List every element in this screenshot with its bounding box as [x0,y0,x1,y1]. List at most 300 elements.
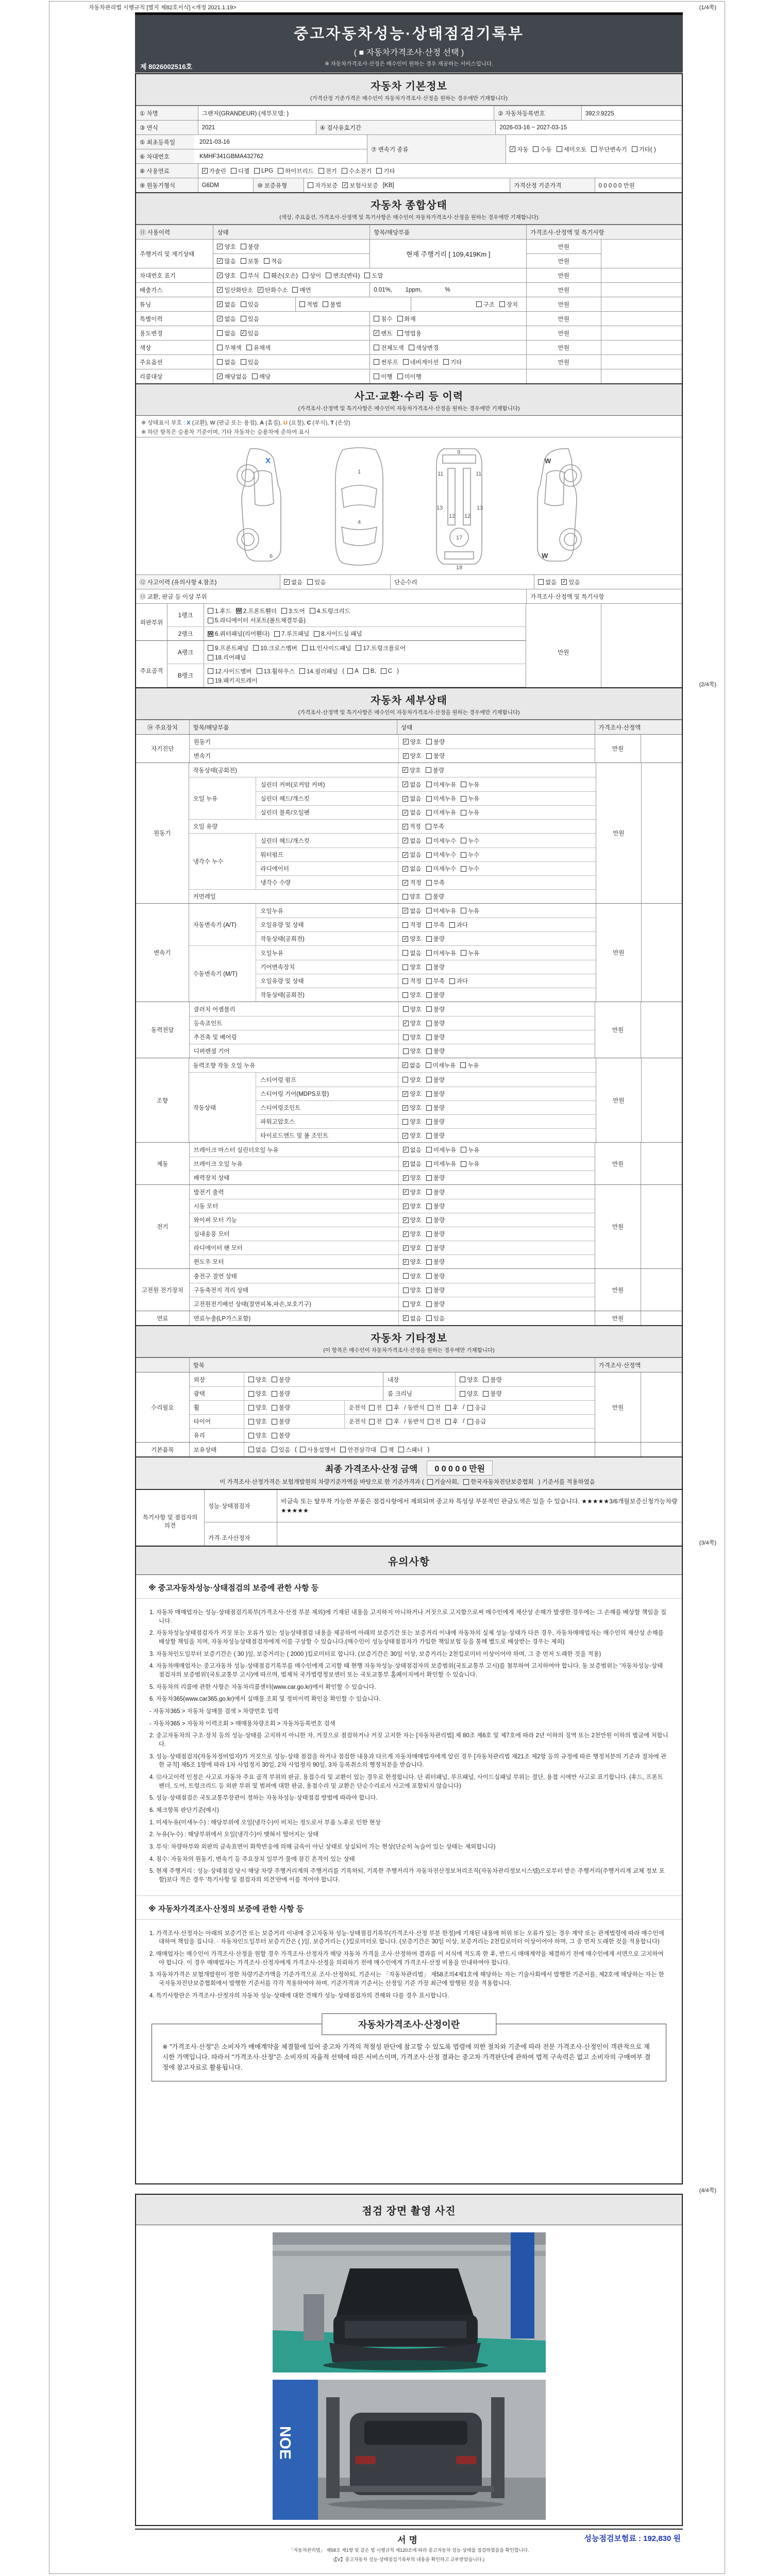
checkbox-option [426,837,456,845]
checkbox-label: 수동 [540,146,552,153]
item-label: 파워고압호스 [260,1119,295,1125]
checkbox-label: 불량 [433,1119,445,1125]
legend-x: X [187,420,191,426]
comp-row-color [136,340,682,354]
price-cell: 만원 [526,355,600,369]
checkbox [241,301,246,307]
checkbox: ✓ [217,374,222,379]
checkbox-label: 누수 [468,852,480,858]
inline-text: ) [397,668,399,674]
checkbox-label: 해당 [259,374,271,380]
notice-line: 5. 자동차의 리콜에 관한 사항은 자동차리콜센터(www.car.go.kr)에서 확인할 수 있습니다. [149,1684,376,1690]
checkbox-option [402,766,421,774]
notice-title: 유의사항 [388,1556,430,1568]
document-number: 제 8026002516호 [140,63,193,71]
checkbox-option [403,1286,422,1294]
remarks-cell [601,604,682,701]
checkbox-option [426,1286,445,1294]
checkbox [217,345,223,350]
checkbox-option [591,145,627,154]
legend-w-desc: (판금 또는 용접), [215,420,260,426]
checkbox-label: 불법 [330,301,342,308]
checkbox [426,950,432,956]
checkbox-option [376,167,395,175]
checkbox: ✓ [404,1020,408,1026]
checkbox-label: 양호 [410,992,422,998]
checkbox [257,668,262,674]
checkbox-option [445,1403,458,1412]
checkbox-option [426,1076,445,1084]
checkbox-label: 6.쿼터패널(리어휀다) [215,631,270,637]
tire-positions [344,1415,595,1428]
checkbox-option [310,607,350,615]
checkbox-label: 3.도어 [288,608,305,615]
checkbox [461,796,466,802]
price-cell: 만원 [595,1269,641,1311]
checkbox-label: 불량 [433,1273,445,1280]
checkbox [299,668,305,674]
state-options [398,1171,595,1184]
checkbox-option [253,644,297,652]
checkbox-label: 불량 [278,1405,291,1411]
checkbox-label: 10.크로스멤버 [260,645,297,652]
checkbox: ✓ [217,287,222,293]
notice-line: 1. 미세누유(미세누수) : 해당부위에 오일(냉각수)이 비치는 정도로서 부품 노후로 인한 현상 [149,1819,381,1826]
checkbox-option [426,1216,445,1224]
checkbox [208,655,213,660]
item-label: 오일유량 및 상태 [260,978,304,985]
checkbox-label: 불량 [432,894,444,900]
checkbox: ✓ [404,1203,408,1209]
checkbox-label: 없음 [224,301,236,308]
item-label: 라디에이터 팬 모터 [193,1245,243,1251]
checkbox-label: 누유 [468,950,480,957]
checkbox [426,1133,432,1139]
checkbox-option [217,243,236,251]
checkbox-option [241,315,259,323]
checkbox-label: 없음 [410,852,422,858]
checkbox-option [342,167,372,175]
checkbox-option [402,781,421,789]
checkbox-option [538,578,557,586]
checkbox-option [461,794,479,803]
detail-colhead [136,720,682,734]
checkbox [241,258,246,264]
comp-row-mileage [136,239,682,268]
checkbox-option [460,1061,479,1070]
row-label: 특별이력 [140,316,163,323]
checkbox-option [374,315,392,323]
notice-line: 3. 성능·상태점검자(자동차정비업자)가 거짓으로 성능·상태 점검을 하거나 점검한 내용과 다르게 자동차매매업자에게 알린 경우 [자동차관리법 제21조 제2항 등의 규정에 따른 행정처분의 기준과 절차에 관한 규칙] 제5조 1항에 따라 1차 사업정지 30일, 2차 사업정지 90일, 3차 등록취소의 행정처분을 받습니다. [149,1753,667,1769]
checkbox-label: 미세누수 [433,866,457,872]
other-title: 자동차 기타정보 [371,1333,447,1344]
rankB-line1 [204,664,492,676]
checkbox [409,345,414,350]
checkbox [217,359,223,365]
checkbox-label: 탄화수소 [265,287,288,294]
final-price-bar [136,1456,682,1489]
checkbox [426,1119,432,1125]
checkbox-label: 미세누유 [433,908,457,914]
car-left-side-diagram [218,442,300,571]
remarks-cell [641,735,682,762]
checkbox-option [381,1446,394,1454]
checkbox-label: 일산화탄소 [224,287,253,294]
checkbox-label: 없음 [291,579,303,586]
price-cell: 만원 [595,1372,641,1442]
checkbox-option [248,1417,267,1426]
checkbox-label: 적정 [410,978,422,985]
notice-line: 4. 자동차매매업자는 중고자동차 성능·상태점검기록부를 매수인에게 고지할 때 현행 자동차성능·상태점검자의 보증범위(국토교통부 고시)를 첨부하여 고지하여야 합니다. 동 보증범위는 '자동차성능·상태점검자의 보증범위'(국토교통부 고시)에 따르며, 법제처 국가법령정보센터 또는 국토교통부 홈페이지에서 확인할 수 있습니다. [149,1663,663,1679]
checkbox-option [445,1417,458,1426]
frame-panel-label: 주요골격 [140,668,163,674]
checkbox-option [402,921,421,929]
checkbox [427,1479,433,1485]
remarks-cell [641,763,682,903]
checkbox [397,316,403,321]
page-marker-1: (1/4쪽) [699,5,716,11]
checkbox-label: 19.패키지트레이 [215,678,258,684]
price-cell: 만원 [526,326,600,340]
group-label: 동력전달 [151,1027,174,1033]
rank1-row [167,604,526,626]
checkbox-label: 미세누유 [433,950,457,957]
checkbox-option [403,1174,422,1182]
rankB-line2 [204,676,492,687]
checkbox-option [403,738,422,746]
item-label: 윈도우 모터 [193,1259,224,1265]
state-options [398,792,595,805]
mileage-state-block [213,240,369,268]
checkbox-option [274,630,309,638]
checkbox [386,1405,392,1411]
document-subtitle: ( ■ 자동차가격조사·산정 선택 ) [354,48,464,57]
checkbox-label: 영업용 [404,330,422,337]
notice-line: 2. 중고자동차의 구조·장치 등의 성능·상태를 고지하지 아니한 자, 거짓으로 점검하거나 거짓 고지한 자는 [자동차관리법] 제 80조 제6호 및 제7호에 따라 2년 이하의 징역 또는 2천만원 이하의 벌금에 처합니다. [149,1733,668,1748]
rank1-line1 [204,604,492,616]
checkbox-option [248,1446,267,1454]
checkbox-option [461,1146,479,1154]
checkbox-option [402,865,421,873]
checkbox-label: 양호 [410,964,422,971]
checkbox-option [403,1188,422,1196]
col-state: 상태 [213,225,369,239]
checkbox: ✓ [403,866,408,872]
col-price-remarks: 가격조사·산정액 및 특기사항 [526,225,682,239]
checkbox: ✓ [404,1147,408,1153]
registration-number-value: 392오9225 [581,106,682,120]
price-cell: 만원 [558,650,569,656]
checkbox-label: 양호 [410,1231,422,1238]
checkbox-option [363,668,376,674]
checkbox [231,168,237,174]
checkbox-label: 누유 [468,782,480,788]
legend-a: A [260,420,264,426]
checkbox-option [281,607,305,615]
checkbox-option [403,1272,422,1280]
checkbox-label: 양호 [410,1119,422,1125]
notice-line: 3. 자동차인도일부터 보증기간은 ( 30 )일, 보증거리는 ( 2000 )킬로미터로 합니다. (보증기간은 30일 이상, 보증거리는 2천킬로미터 이상이어야 하며, 그 중 먼저 도래한 것을 적용) [149,1651,601,1657]
row-label: 용도변경 [140,330,163,337]
checkbox [398,1447,404,1452]
comp-header [136,192,682,225]
checkbox-option [272,1403,290,1412]
checkbox-option [402,1104,421,1112]
checkbox-label: 후 [394,1405,400,1411]
checkbox-option [342,181,378,190]
state-options [244,1415,344,1428]
checkbox-option [426,1314,445,1323]
checkbox-label: 양호 [410,1273,422,1280]
checkbox-option [409,344,439,352]
checkbox-option [428,1403,441,1412]
checkbox [248,1447,254,1452]
checkbox-option [403,1146,422,1154]
checkbox [403,1048,409,1054]
mark-legend-2: ※ 하단 항목은 승용차 기준이며, 기타 자동차는 승용차에 준하여 표시 [141,429,310,435]
checkbox-option [402,991,421,999]
col-price: 가격조사·산정액 [595,720,682,734]
checkbox [208,645,213,651]
checkbox [248,1419,254,1425]
state-options [398,946,595,960]
sub-label: 수동변속기 (M/T) [193,971,238,977]
remarks-cell [601,355,682,369]
rank2-row [167,626,526,640]
remarks-cell [601,312,682,326]
checkbox [300,1447,306,1452]
checkbox-label: 미세누수 [433,852,457,858]
checkbox-label: 12.사이드멤버 [215,668,252,675]
checkbox-label: 부족 [433,880,445,886]
checkbox-option [426,1131,445,1140]
checkbox-label: 양호 [410,1006,422,1013]
checkbox: ✓ [217,273,222,278]
state-options [455,1387,595,1400]
state-options [398,1058,596,1072]
checkbox-option [426,921,445,929]
checkbox-label: 미세누유 [433,782,457,788]
state-options [398,1101,595,1114]
tuning-exist [213,297,295,311]
item-label: 휠 [193,1405,199,1411]
checkbox-option [397,329,422,337]
field-label: ② 자동차등록번호 [494,106,581,120]
state-options [398,1157,595,1171]
basic-items-options [244,1443,595,1456]
checkbox-option [461,1160,479,1168]
checkbox-option [403,1300,422,1308]
checkbox-option [299,667,338,675]
checkbox-label: 미세누유 [433,1161,457,1167]
first-registration-value: 2021-03-16 [199,139,230,145]
checkbox [426,1048,432,1054]
checkbox-label: 후 [452,1405,459,1411]
remarks-cell [641,1058,682,1142]
item-label: 라디에이터 [260,866,289,872]
signature-line-1: 「자동차관리법」 제58조 제1항 및 같은 법 시행규칙 제120조에 따라 중고자동차 성능·상태를 점검하였음을 확인합니다. [289,2548,529,2553]
checkbox-label: 기타 [383,168,395,175]
checkbox-option [208,616,306,624]
checkbox-label: C [388,668,393,674]
photos-body [136,2225,682,2527]
checkbox-option [236,607,277,615]
checkbox-label: 양호 [409,894,421,900]
notice-box [135,1546,683,2184]
checkbox-label: 양호 [224,273,236,279]
panel-number-13: 13 [436,505,443,511]
checkbox-label: 미이행 [404,374,422,380]
state-options [398,1297,595,1311]
car-top-view-diagram [318,442,400,571]
checkbox-label: 불량 [278,1377,291,1383]
checkbox-option [426,1090,445,1098]
col-blank [136,1358,189,1372]
notice-line: 6. 자동차365(www.car365.go.kr)에서 실매물 조회 및 정비이력 확인을 확인할 수 있습니다. [149,1696,381,1703]
checkbox-option [426,1005,445,1013]
document-subnote: ※ 자동차가격조사·산정은 매수인이 원하는 경우 제공하는 서비스입니다. [325,61,493,67]
state-options [398,1073,595,1087]
checkbox-label: 양호 [255,1377,267,1383]
checkbox-option [323,300,341,309]
checkbox [403,359,409,365]
checkbox-label: 누유 [468,810,480,816]
panel-number-13b: 13 [476,505,483,511]
checkbox-label: 과다 [456,922,468,928]
checkbox-option [308,181,338,190]
checkbox-label: 불량 [433,992,445,998]
checkbox [281,608,287,614]
checkbox-option [374,358,398,366]
checkbox [272,1433,277,1438]
comp-row-recall [136,369,682,383]
field-label: ③ 연식 [136,121,198,134]
state-options [398,848,595,861]
inline-text: 운전석 [348,1405,366,1411]
checkbox-label: 불량 [432,767,444,774]
col-state: 상태 [397,720,595,734]
remarks-cell [601,283,682,297]
panel-number-11: 11 [437,471,443,477]
item-label: 와이퍼 모터 기능 [193,1217,237,1224]
checkbox-label: 누유 [468,1161,480,1167]
basic-row-year [136,120,682,134]
checkbox [426,767,431,773]
group-label: 연료 [157,1315,169,1322]
state-options [398,1044,595,1058]
checkbox-option [403,1202,422,1210]
checkbox [467,1405,473,1411]
comp-row-vin [136,268,682,282]
price-info-box [152,2019,666,2081]
basic-info-header [136,74,682,106]
panel-number-17: 17 [456,535,462,541]
checkbox-option [248,1389,267,1398]
checkbox-option [426,822,444,831]
checkbox [369,1405,375,1411]
checkbox: ✓ [403,879,408,886]
checkbox-option [426,949,456,957]
notice-line: 3. 부식: 차량하부와 외판의 금속표면이 화학반응에 의해 금속이 아닌 상태로 상실되어 가는 현상(단순히 녹슬어 있는 상태는 제외합니다) [149,1844,496,1851]
price-cell: 만원 [526,268,600,282]
checkbox [252,374,258,379]
state-options [398,918,595,931]
final-price-label: 최종 가격조사·산정 금액 [325,1464,418,1474]
checkbox: ✓ [404,1245,408,1251]
checkbox: W [208,631,213,637]
checkbox-label: 없음 [410,1147,422,1154]
checkbox-label: 양호 [410,1105,422,1111]
row-label: 차대번호 표기 [140,273,176,279]
state-options [398,932,595,945]
field-label: 가격산정 기준가격 [510,178,594,192]
checkbox-label: 해당없음 [224,374,247,380]
rank-body [136,604,526,701]
checkbox-option [426,1188,445,1196]
checkbox [274,631,280,637]
outer-panel-label: 외판부위 [140,619,163,626]
section-box-1 [135,73,683,702]
detail-title: 자동차 세부상태 [371,695,447,706]
checkbox-label: 불량 [433,1301,445,1308]
basic-row-fuel [136,163,682,178]
rank2-label: 2랭크 [178,631,193,637]
accident-history-row [136,574,682,589]
checkbox-label: 하이브리드 [285,168,314,175]
checkbox-option [246,344,271,352]
page-marker-3: (3/4쪽) [699,1540,716,1546]
item-label: 오일누유 [260,950,283,957]
checkbox-label: 자동 [517,146,529,153]
checkbox-option [340,1446,376,1454]
checkbox-option [461,808,479,817]
checkbox-option [461,865,479,873]
group-high-voltage [136,1268,682,1311]
item-label: 브레이크 오일 누유 [193,1161,243,1167]
field-label: ⑧ 사용연료 [136,164,198,178]
detail-note: (가격조사·산정액 및 특기사항은 매수인이 자동차가격조사·산정을 원하는 경우에만 기재합니다) [298,709,520,716]
checkbox [403,1035,409,1040]
inspector-remarks: 비금속 또는 탈부착 가능한 부품은 점검사항에서 제외되며 중고차 특성상 부분적인 판금도색은 있을 수 있습니다. ★★★★★3/6개월보증신청가능차량★★★★★ [277,1490,682,1522]
checkbox-option [461,949,479,957]
state-options [398,763,596,777]
item-label: 기어변속장치 [260,964,295,971]
tuning-kind [411,297,526,311]
current-mileage: 현재 주행거리 [ 109,419Km ] [369,240,526,268]
checkbox-option [272,1417,290,1426]
checkbox-option [426,907,456,915]
checkbox: ✓ [258,287,263,293]
checkbox-label: 양호 [255,1433,267,1439]
checkbox [476,301,482,307]
checkbox-label: 없음 [224,330,236,337]
checkbox [426,852,432,858]
mileage-state-1 [213,240,369,253]
checkbox-option [248,1403,267,1412]
checkbox-option [374,344,404,352]
checkbox [461,1161,466,1167]
item-label: 충전구 절연 상태 [193,1273,237,1280]
options-kind [369,355,526,369]
item-label: 구동축전지 격리 상태 [193,1287,249,1294]
state-options [398,1269,595,1283]
accident-header [136,383,682,416]
sub-label: 자동변속기 (A/T) [193,922,237,928]
rankA-items [204,641,492,664]
checkbox [426,1077,432,1082]
checkbox [386,1419,392,1425]
checkbox: ✓ [403,1105,408,1111]
